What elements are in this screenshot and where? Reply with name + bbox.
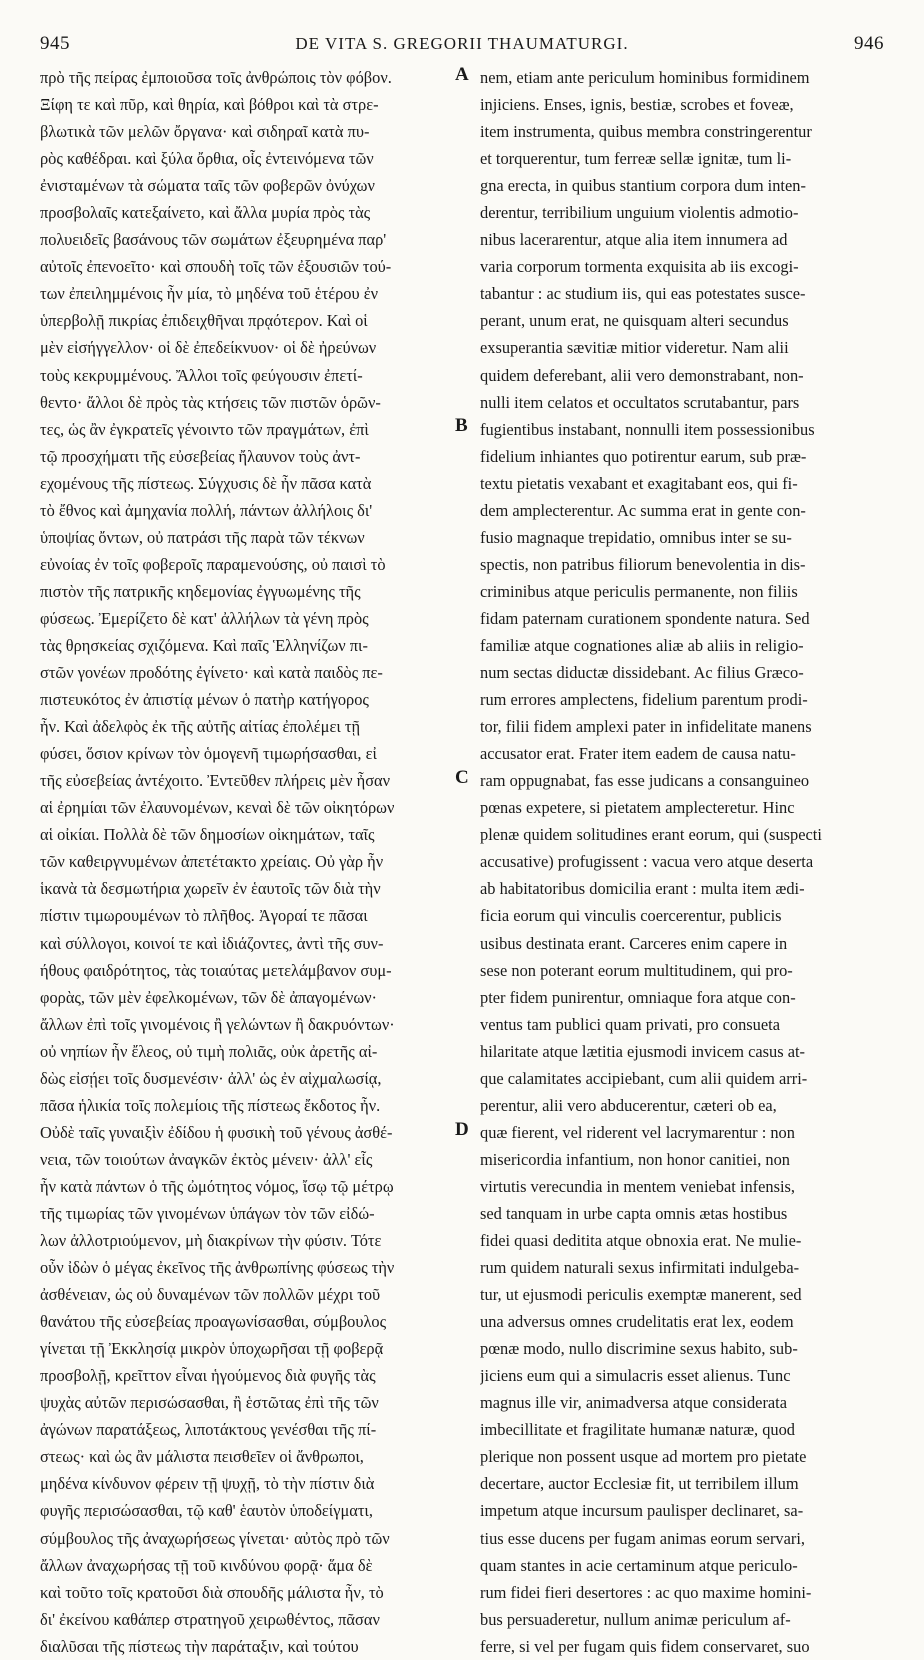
latin-text-line: plerique non possent usque ad mortem pro pietate [480, 1447, 807, 1467]
greek-text-line: ἀσθένειαν, ὡς οὐ δυναμένων τῶν πολλῶν μέχρι τοῦ [40, 1285, 381, 1305]
greek-text-line: αὐτοῖς ἐπενοεῖτο· καὶ σπουδὴ τοῖς τῶν ἐξουσιῶν τού- [40, 257, 392, 277]
greek-text-line: των ἐπειλημμένοις ἦν μία, τὸ μηδένα τοῦ ἑτέρου ἐν [40, 284, 379, 304]
greek-text-line: τὰς θρησκείας σχιζόμενα. Καὶ παῖς Ἑλληνίζων πι- [40, 635, 368, 655]
greek-text-line: πρὸ τῆς πείρας ἐμποιοῦσα τοῖς ἀνθρώποις τὸν φόβον. [40, 68, 392, 87]
latin-text-line: rum errores amplectens, fidelium parentum prodi- [480, 690, 808, 710]
latin-text-line: dem amplecterentur. Ac summa erat in gente con- [480, 500, 806, 520]
latin-text-line: varia corporum tormenta exquisita ab iis excogi- [480, 257, 799, 277]
greek-text-line: ἱκανὰ τὰ δεσμωτήρια χωρεῖν ἐν ἑαυτοῖς τῶν διὰ τὴν [40, 879, 381, 899]
latin-text-line: impetum atque incursum paulisper declinaret, sa- [480, 1501, 804, 1521]
latin-text-line: fidelium inhiantes quo potirentur earum, sub præ- [480, 446, 807, 466]
greek-text-line: βλωτικὰ τῶν μελῶν ὄργανα· καὶ σιδηραῖ κατὰ πυ- [40, 122, 370, 142]
latin-text-line: ferre, si vel per fugam quis fidem conservaret, suo [480, 1636, 810, 1656]
greek-text-line: φύσει, ὅσιον κρίνων τὸν ὁμογενῆ τιμωρήσασθαι, εἰ [40, 744, 377, 764]
greek-text-line: ὑπερβολῇ πικρίας ἐπιδειχθῆναι πρᾳότερον. Καὶ οἱ [40, 311, 368, 331]
latin-text-line: accusative) profugissent : vacua vero atque deserta [480, 852, 814, 872]
latin-text-line: pter fidem punirentur, omniaque fora atque con- [480, 987, 796, 1007]
greek-text-line: ὑποψίας ὄντων, οὐ πατράσι τῆς παρὰ τῶν τέκνων [40, 527, 365, 547]
latin-text-line: fusio magnaque trepidatio, omnibus inter se su- [480, 527, 792, 547]
page-number-left: 945 [40, 33, 70, 54]
latin-text-line: fidam paternam curationem spondente natura. Sed [480, 608, 810, 628]
page-number-right: 946 [854, 33, 884, 54]
latin-text-line: et torquerentur, tum ferreæ sellæ ignitæ, tum li- [480, 149, 792, 169]
latin-text-line: rum quidem naturali sexus infirmitati indulgeba- [480, 1258, 800, 1278]
greek-text-line: Ξίφη τε καὶ πῦρ, καὶ θηρία, καὶ βόθροι καὶ τὰ στρε- [40, 95, 379, 115]
latin-text-line: accusator erat. Frater item eadem de causa natu- [480, 744, 796, 764]
greek-text-line: πᾶσα ἡλικία τοῖς πολεμίοις τῆς πίστεως ἔκδοτος ἦν. [40, 1095, 381, 1115]
greek-text-line: Οὐδὲ ταῖς γυναιξὶν ἐδίδου ἡ φυσικὴ τοῦ γένους ἀσθέ- [40, 1122, 393, 1142]
latin-text-line: ram oppugnabat, fas esse judicans a consanguineo [480, 771, 810, 791]
greek-text-line: στῶν γονέων προδότης ἐγίνετο· καὶ κατὰ παιδὸς πε- [40, 663, 383, 683]
greek-text-line: ἐνισταμένων τὰ σώματα ταῖς τῶν φοβερῶν ὀνύχων [40, 176, 375, 196]
latin-text-line: pœnas expetere, si pietatem amplecteretur. Hinc [480, 798, 795, 818]
latin-text-line: nulli item celatos et occultatos scrutabantur, pars [480, 392, 800, 412]
greek-text-line: ἦν. Καὶ ἀδελφὸς ἐκ τῆς αὐτῆς αἰτίας ἐπολέμει τῇ [40, 717, 361, 737]
section-marker-b: B [455, 415, 468, 436]
greek-text-line: σύμβουλος τῆς ἀναχωρήσεως γίνεται· αὐτὸς πρὸ τῶν [40, 1528, 390, 1548]
latin-text-line: virtutis verecundia in mentem veniebat infensis, [480, 1176, 795, 1196]
greek-text-line: τῆς εὐσεβείας ἀντέχοιτο. Ἐντεῦθεν πλήρεις μὲν ἦσαν [40, 771, 391, 791]
greek-column [40, 64, 452, 1660]
greek-text-line: φορὰς, τῶν μὲν ἐφελκομένων, τῶν δὲ ἀπαγομένων· [40, 987, 377, 1007]
greek-text-line: αἱ οἰκίαι. Πολλὰ δὲ τῶν δημοσίων οἰκημάτων, ταῖς [40, 825, 375, 845]
greek-text-line: τῆς τιμωρίας τῶν γινομένων ὑπάγων τὸν τῶν εἰδώ- [40, 1203, 375, 1223]
greek-text-line: τοὺς κεκρυμμένους. Ἄλλοι τοῖς φεύγουσιν ἐπετί- [40, 365, 363, 385]
greek-text-line: στεως· καὶ ὡς ἂν μάλιστα πεισθεῖεν οἱ ἄνθρωποι, [40, 1447, 364, 1467]
greek-text-line: ἦν κατὰ πάντων ὁ τῆς ὠμότητος νόμος, ἴσῳ τῷ μέτρῳ [40, 1176, 394, 1196]
latin-text-line: gna erecta, in quibus stantium corpora dum inten- [480, 176, 806, 196]
latin-text-line: textu pietatis vexabant et exagitabant eos, qui fi- [480, 473, 798, 493]
latin-text-line: magnus ille vir, animadversa atque considerata [480, 1393, 788, 1413]
greek-text-line: θανάτου τῆς εὐσεβείας προαγωνίσασθαι, σύμβουλος [40, 1312, 387, 1332]
running-title: DE VITA S. GREGORII THAUMATURGI. [295, 34, 629, 53]
latin-text-line: jiciens eum qui a simulacris esset alienus. Tunc [480, 1366, 791, 1386]
greek-text-line: εὐνοίας ἐν τοῖς φοβεροῖς παραμενούσης, οὐ παισὶ τὸ [40, 554, 386, 574]
latin-text-line: una adversus omnes crudelitatis erat lex, eodem [480, 1312, 794, 1332]
running-header [40, 28, 884, 60]
section-marker-c: C [455, 767, 469, 788]
greek-text-line: καὶ τοῦτο τοῖς κρατοῦσι διὰ σπουδῆς μάλιστα ἦν, τὸ [40, 1582, 384, 1602]
latin-text-line: spectis, non patribus filiorum benevolentia in dis- [480, 554, 806, 574]
greek-text-line: νεια, τῶν τοιούτων ἀναγκῶν ἐκτὸς μένειν· ἀλλ' εἷς [40, 1149, 373, 1169]
greek-text-line: εχομένους τῆς πίστεως. Σύγχυσις δὲ ἦν πᾶσα κατὰ [40, 473, 372, 493]
latin-text-line: quæ fierent, vel riderent vel lacrymarentur : non [480, 1122, 795, 1142]
latin-text-line: ficia eorum qui vinculis coercerentur, publicis [480, 906, 782, 926]
latin-text-line: rum fidei fieri desertores : ac quo maxime homini- [480, 1582, 812, 1602]
latin-text-line: tur, ut ejusmodi periculis exemptæ manerent, sed [480, 1285, 802, 1305]
greek-text-line: μηδένα κίνδυνον φέρειν τῇ ψυχῇ, τὸ τὴν πίστιν διὰ [40, 1474, 375, 1494]
greek-text-line: καὶ σύλλογοι, κοινοί τε καὶ ἰδιάζοντες, ἀντὶ τῆς συν- [40, 933, 384, 953]
greek-text-line: γίνεται τῇ Ἐκκλησίᾳ μικρὸν ὑποχωρῆσαι τῇ φοβερᾷ [40, 1339, 384, 1359]
latin-text-line: tor, filii fidem amplexi pater in infidelitate manens [480, 717, 812, 737]
greek-text-line: δι' ἐκείνου καθάπερ στρατηγοῦ χειρωθέντος, πᾶσαν [40, 1609, 380, 1629]
greek-text-line: προσβολαῖς κατεξαίνετο, καὶ ἄλλα μυρία πρὸς τὰς [40, 203, 371, 223]
greek-text-line: διαλῦσαι τῆς πίστεως τὴν παράταξιν, καὶ τούτου [40, 1636, 359, 1656]
greek-text-line: αἱ ἐρημίαι τῶν ἐλαυνομένων, κεναὶ δὲ τῶν οἰκητόρων [40, 798, 395, 818]
latin-text-line: nem, etiam ante periculum hominibus formidinem [480, 68, 810, 87]
greek-text-line: τῶν καθειργνυμένων ἀπετέτακτο χρείαις. Οὐ γὰρ ἦν [40, 852, 384, 872]
latin-text-line: imbecillitate et fragilitate humanæ naturæ, quod [480, 1420, 795, 1440]
greek-text-line: προσβολῇ, κρεῖττον εἶναι ἡγούμενος διὰ φυγῆς τὰς [40, 1366, 376, 1386]
latin-text-line: que calamitates accipiebant, cum alii quidem arri- [480, 1068, 808, 1088]
greek-text-line: φυγῆς περισώσασθαι, τῷ καθ' ἑαυτὸν ὑποδείγματι, [40, 1501, 373, 1521]
latin-text-line: decertare, auctor Ecclesiæ fit, ut terribilem illum [480, 1474, 799, 1494]
greek-text-line: οὖν ἰδὼν ὁ μέγας ἐκεῖνος τῆς ἀνθρωπίνης φύσεως τὴν [40, 1258, 395, 1278]
greek-text-line: ρὸς καθέδραι. καὶ ξύλα ὄρθια, οἷς ἐντεινόμενα τῶν [40, 149, 374, 169]
greek-text-line: φύσεως. Ἐμερίζετο δὲ κατ' ἀλλήλων τὰ γένη πρὸς [40, 608, 369, 628]
latin-text-line: fugientibus instabant, nonnulli item possessionibus [480, 419, 815, 439]
greek-text-line: ἄλλων ἐπὶ τοῖς γινομένοις ἢ γελώντων ἢ δακρυόντων· [40, 1014, 395, 1034]
latin-text-line: pœnæ modo, nullo discrimine sexus habito, sub- [480, 1339, 798, 1359]
latin-text-line: num sectas diductæ dissidebant. Ac filius Græco- [480, 663, 804, 683]
latin-text-line: derentur, terribilium unguium violentis admotio- [480, 203, 799, 223]
latin-text-line: exsuperantia sævitiæ mitior videretur. Nam alii [480, 338, 789, 358]
latin-text-line: item instrumenta, quibus membra constringerentur [480, 122, 812, 142]
greek-text-line: θεντο· ἄλλοι δὲ πρὸς τὰς κτήσεις τῶν πιστῶν ὁρῶν- [40, 392, 381, 412]
greek-text-line: τὸ ἔθνος καὶ ἀμηχανία πολλή, πάντων ἀλλήλοις δι' [40, 500, 373, 520]
latin-column [480, 64, 886, 1660]
greek-text-line: λων ἀλλοτριούμενον, μὴ διακρίνων τὴν φύσιν. Τότε [40, 1231, 382, 1251]
greek-text-line: οὐ νηπίων ἦν ἔλεος, οὐ τιμὴ πολιᾶς, οὐκ ἀρετῆς αἰ- [40, 1041, 378, 1061]
latin-text-line: fidei quasi deditita atque obnoxia erat. Ne mulie- [480, 1231, 802, 1251]
latin-text-line: tius esse ducens per fugam animas eorum servari, [480, 1528, 805, 1548]
latin-text-line: criminibus atque periculis permanente, non filiis [480, 581, 798, 601]
latin-text-line: perant, unum erat, ne quisquam alteri secundus [480, 311, 789, 331]
latin-text-line: plenæ quidem solitudines erant eorum, qui (suspecti [480, 825, 822, 845]
greek-text-line: πολυειδεῖς βασάνους τῶν σωμάτων ἐξευρημένα παρ' [40, 230, 387, 250]
greek-text-line: μὲν εἰσήγγελλον· οἱ δὲ ἐπεδείκνυον· οἱ δὲ ἠρεύνων [40, 338, 377, 358]
greek-text-line: δὼς εἰσῄει τοῖς δυσμενέσιν· ἀλλ' ὡς ἐν αἰχμαλωσίᾳ, [40, 1068, 382, 1088]
section-marker-a: A [455, 64, 469, 85]
greek-text-line: πίστιν τιμωρουμένων τὸ πλῆθος. Ἀγοραί τε πᾶσαι [40, 906, 368, 926]
latin-text-line: sed tanquam in urbe capta omnis ætas hostibus [480, 1203, 788, 1223]
latin-text-line: familiæ atque cognationes aliæ ab aliis in religio- [480, 635, 804, 655]
greek-text-line: ἀγώνων παρατάξεως, λιποτάκτους γενέσθαι τῆς πί- [40, 1420, 377, 1440]
latin-text-line: misericordia infantium, non honor canitiei, non [480, 1149, 790, 1169]
greek-text-line: πιστευκότος ἐν ἀπιστίᾳ μένων ὁ πατὴρ κατήγορος [40, 690, 369, 710]
latin-text-line: usibus destinata erant. Carceres enim capere in [480, 933, 788, 953]
greek-text-line: ἄλλων ἀναχωρήσας τῇ τοῦ κινδύνου φορᾷ· ἅμα δὲ [40, 1555, 373, 1575]
latin-text-line: tabantur : ac studium iis, qui eas potestates susce- [480, 284, 806, 304]
greek-text-line: ήθους φαιδρότητος, τὰς τοιαύτας μετελάμβανον συμ- [40, 960, 392, 980]
latin-text-line: hilaritate atque lætitia ejusmodi invicem casus at- [480, 1041, 805, 1061]
latin-text-line: perentur, alii vero abducerentur, cæteri ob ea, [480, 1095, 777, 1115]
latin-text-line: sese non poterant eorum multitudinem, qui pro- [480, 960, 793, 980]
latin-text-line: nibus lacerarentur, atque alia item innumera ad [480, 230, 788, 250]
latin-text-line: bus persuaderetur, nullum animæ periculum af- [480, 1609, 791, 1629]
latin-text-line: quam stantes in acie certaminum atque periculo- [480, 1555, 798, 1575]
section-marker-d: D [455, 1119, 469, 1140]
greek-text-line: πιστὸν τῆς πατρικῆς κηδεμονίας ἐγγυωμένης τῆς [40, 581, 361, 601]
greek-text-line: ψυχὰς αὐτῶν περισώσασθαι, ἢ ἑστῶτας ἐπὶ τῆς τῶν [40, 1393, 379, 1413]
latin-text-line: ab habitatoribus domicilia erant : multa item ædi- [480, 879, 805, 899]
greek-text-line: τες, ὡς ἂν ἐγκρατεῖς γένοιντο τῶν πραγμάτων, ἐπὶ [40, 419, 369, 439]
greek-text-line: τῷ προσχήματι τῆς εὐσεβείας ἤλαυνον τοὺς ἀντ- [40, 446, 361, 466]
latin-text-line: quidem deferebant, alii vero demonstrabant, non- [480, 365, 804, 385]
latin-text-line: injiciens. Enses, ignis, bestiæ, scrobes et foveæ, [480, 95, 794, 115]
latin-text-line: ventus tam publici quam privati, pro consueta [480, 1014, 780, 1034]
